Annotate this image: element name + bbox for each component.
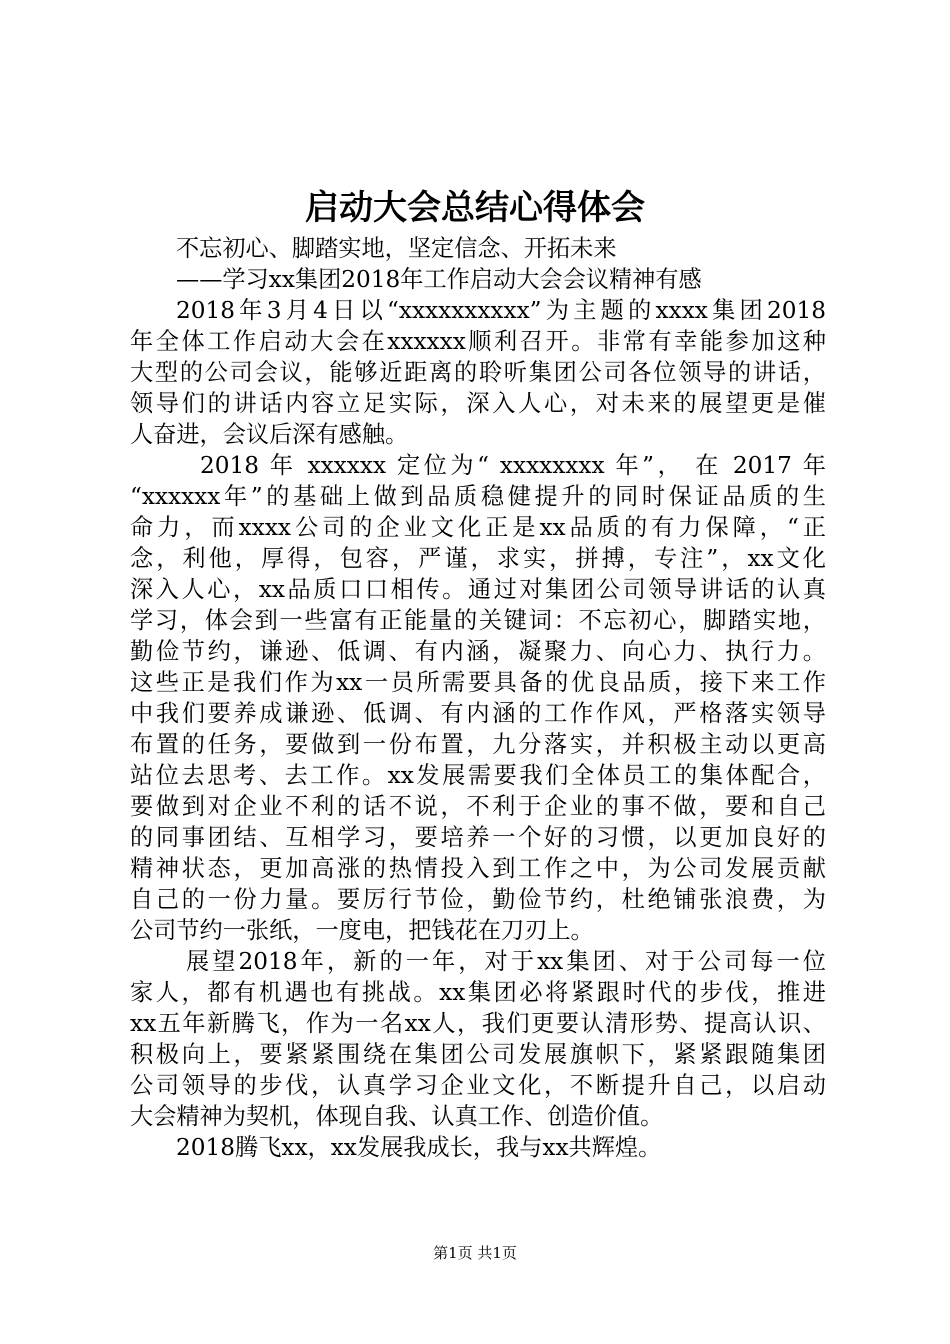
paragraph-line: 要做到对企业不利的话不说，不利于企业的事不做，要和自己 [130,793,826,820]
paragraph-line: 站位去思考、去工作。xx发展需要我们全体员工的集体配合， [130,762,826,789]
paragraph-line: “xxxxxx年”的基础上做到品质稳健提升的同时保证品质的生 [130,483,826,510]
paragraph-line: 2018腾飞xx，xx发展我成长，我与xx共辉煌。 [176,1134,662,1161]
paragraph-line: 学习，体会到一些富有正能量的关键词：不忘初心，脚踏实地， [130,607,826,634]
document-body [130,233,826,1163]
paragraph-line: 家人，都有机遇也有挑战。xx集团必将紧跟时代的步伐，推进 [130,979,826,1006]
paragraph-line: 大会精神为契机，体现自我、认真工作、创造价值。 [130,1103,664,1130]
paragraph-line: 积极向上，要紧紧围绕在集团公司发展旗帜下，紧紧跟随集团 [130,1041,826,1068]
paragraph-line: xx五年新腾飞，作为一名xx人，我们更要认清形势、提高认识、 [130,1010,826,1037]
subtitle-line: ——学习xx集团2018年工作启动大会会议精神有感 [176,266,702,293]
paragraph-line: 命力，而xxxx公司的企业文化正是xx品质的有力保障，“正 [130,514,826,541]
subtitle-line: 不忘初心、脚踏实地，坚定信念、开拓未来 [176,235,617,262]
paragraph-line: 年全体工作启动大会在xxxxxx顺利召开。非常有幸能参加这种 [130,328,826,355]
paragraph-line: 这些正是我们作为xx一员所需要具备的优良品质，接下来工作 [130,669,826,696]
paragraph-line: 的同事团结、互相学习，要培养一个好的习惯，以更加良好的 [130,824,826,851]
paragraph-line: 2018 年 xxxxxx 定位为“ xxxxxxxx 年”， 在 2017 年 [200,452,826,479]
paragraph-line: 2018年3月4日以“xxxxxxxxxx”为主题的xxxx集团2018 [176,297,826,324]
paragraph-line: 自己的一份力量。要厉行节俭，勤俭节约，杜绝铺张浪费，为 [130,886,826,913]
paragraph-line: 公司领导的步伐，认真学习企业文化，不断提升自己，以启动 [130,1072,826,1099]
page-footer: 第1页 共1页 [433,1244,517,1262]
paragraph-line: 中我们要养成谦逊、低调、有内涵的工作作风，严格落实领导 [130,700,826,727]
paragraph-line: 布置的任务，要做到一份布置，九分落实，并积极主动以更高 [130,731,826,758]
paragraph-line: 领导们的讲话内容立足实际，深入人心，对未来的展望更是催 [130,390,826,417]
paragraph-line: 深入人心，xx品质口口相传。通过对集团公司领导讲话的认真 [130,576,826,603]
document-title: 启动大会总结心得体会 [305,188,645,228]
paragraph-line: 展望2018年，新的一年，对于xx集团、对于公司每一位 [186,948,826,975]
paragraph-line: 人奋进，会议后深有感触。 [130,421,409,448]
paragraph-line: 公司节约一张纸，一度电，把钱花在刀刃上。 [130,917,594,944]
paragraph-line: 念，利他，厚得，包容，严谨，求实，拼搏，专注”，xx文化 [130,545,826,572]
paragraph-line: 大型的公司会议，能够近距离的聆听集团公司各位领导的讲话， [130,359,826,386]
paragraph-line: 勤俭节约，谦逊、低调、有内涵，凝聚力、向心力、执行力。 [130,638,826,665]
paragraph-line: 精神状态，更加高涨的热情投入到工作之中，为公司发展贡献 [130,855,826,882]
